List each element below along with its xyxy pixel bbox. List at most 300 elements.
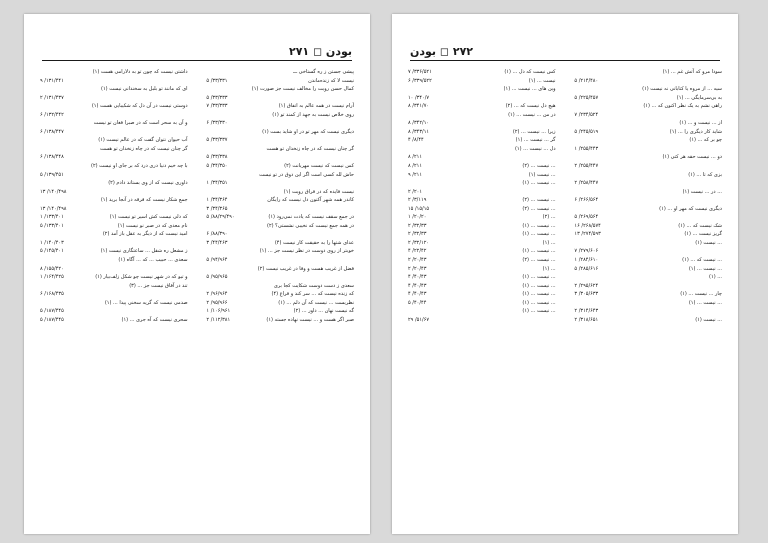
entry-reference: ۵ /۳۳/۳۳۳	[206, 94, 228, 101]
entry-text: ای که مانند تو بلبل به سخندانی نیست (۱)	[101, 86, 188, 93]
entry-text: جمع شکار نیست که فرقه در آنجا برید (۱)	[100, 197, 188, 204]
entry-text: ... (۱)	[542, 239, 556, 246]
entry-line	[40, 247, 188, 256]
entry-text: در همه جمع نیست که نخیبی نشستی؟ (۲)	[267, 222, 354, 229]
entry-text: و آن به سحر است که در صبرا فغان تو نیست	[93, 120, 188, 127]
entry-line	[40, 179, 188, 188]
entry-reference: ۵ /۱۴۵/۴۰۱	[40, 248, 64, 255]
entry-line	[206, 299, 354, 308]
entry-reference	[574, 171, 578, 180]
entry-text: امید نیست که از دیگر به عقل باز آمد (۲)	[102, 231, 188, 238]
entry-line	[206, 68, 354, 77]
page-header	[410, 44, 720, 61]
entry-reference: ۱۶ /۲۶۸/۵۷۴	[574, 222, 601, 229]
entry-text: نیست فایده که در فراق رویت (۱)	[283, 188, 354, 195]
entry-line	[206, 205, 354, 214]
entry-text: عدای شتها را به حقیقت کار نیست (۴)	[274, 239, 354, 246]
entry-reference	[206, 68, 210, 77]
entry-reference: ۷ /۳۳/۳۳۳	[206, 103, 228, 110]
entry-reference: ۶ /۳۳۹/۵۲۲	[408, 77, 432, 84]
entry-line	[408, 299, 556, 308]
entry-line	[206, 265, 354, 274]
entry-text: فضل از غریب هست و وفا در غریب نیست (۲)	[257, 265, 354, 272]
entry-reference	[408, 111, 412, 120]
entry-text: صبر اگر هست و ... نیست نهاده جسته (۱)	[266, 316, 354, 323]
entry-line	[408, 94, 556, 103]
entry-reference	[574, 239, 578, 248]
entry-line	[408, 128, 556, 137]
entry-line	[206, 128, 354, 137]
entry-text: کاندر همه شهر آکنون دل نیست که رایگان	[267, 197, 354, 204]
entry-line	[408, 153, 556, 162]
entry-text: ... نیست ... (۲)	[522, 163, 556, 170]
entry-text: صدمی نیست که گریه سخنی پیدا ... (۱)	[104, 299, 188, 306]
entry-line	[574, 265, 722, 274]
entry-line	[40, 230, 188, 239]
entry-reference	[40, 119, 44, 128]
entry-reference: ۲ /۲۰۱	[408, 188, 423, 195]
entry-line	[206, 94, 354, 103]
entry-reference: ۳ /۳۰۵/۶۳۳	[574, 291, 599, 298]
entry-reference: ۸ /۳۴۳/۱۱	[408, 128, 430, 135]
entry-reference: ۴ /۲۲/۴۲	[408, 248, 427, 255]
entry-reference: ۱۳ /۱۴۰/۴۹۸	[40, 188, 67, 195]
entry-line	[40, 256, 188, 265]
entry-line	[574, 222, 722, 231]
column-left	[40, 68, 188, 516]
entry-reference: ۷ /۲۳۴/۵۲۴	[574, 111, 599, 118]
entry-reference	[40, 256, 44, 265]
entry-line	[40, 171, 188, 180]
entry-line	[40, 222, 188, 231]
entry-reference: ۱ /۱۴۰/۴۰۳	[40, 239, 64, 246]
entry-text: ... نیست که ... (۱)	[682, 257, 722, 264]
page-header	[42, 44, 352, 61]
entry-text: چار ... نیست ... (۱)	[680, 291, 722, 298]
entry-reference: ۱ /۲۰/۲۰	[408, 214, 427, 221]
entry-reference: ۶ /۸۸/۳۹۰	[206, 231, 228, 238]
entry-text: شاید کار دیگری را ... (۱)	[669, 128, 722, 135]
entry-text: تند در آفاق نیست جز ... (۳)	[129, 282, 188, 289]
entry-reference	[40, 282, 44, 291]
entry-line	[408, 196, 556, 205]
entry-text: خوبتر از روی دوست در نظر نیست جز ... (۱)	[259, 248, 354, 255]
entry-text: ... نیست ... (۱)	[522, 291, 556, 298]
entry-reference: ۲ /۲۰/۴۳	[408, 257, 427, 264]
entry-line	[206, 85, 354, 94]
entry-line	[408, 273, 556, 282]
entry-text: گر ... نیست ... (۱)	[515, 137, 556, 144]
entry-text: نظربست ... نیست که آن دلم ... (۱)	[278, 299, 354, 306]
entry-line	[206, 256, 354, 265]
entry-text: داشتن نیست که چون تو به دلارامی هست (۱)	[92, 69, 188, 75]
entry-reference	[40, 230, 44, 239]
entry-line	[408, 68, 556, 77]
entry-text: ... نیست ... (۱)	[522, 231, 556, 238]
entry-columns	[408, 68, 722, 516]
entry-reference: ۶ /۱۶۸/۴۳۵	[40, 291, 64, 298]
entry-reference: ۱۳ /۲۷۴/۵۹۳	[574, 231, 601, 238]
entry-reference: ۶ /۲۶۶/۵۶۴	[574, 197, 599, 204]
entry-text: با چه خیم دنیا دری درد که بر جای او نیست (۲)	[91, 163, 188, 170]
entry-line	[206, 102, 354, 111]
entry-line	[40, 205, 188, 214]
entry-line	[408, 188, 556, 197]
entry-reference: ۱ /۲۸۴/۶۱۰	[574, 257, 599, 264]
entry-line	[574, 179, 722, 188]
entry-text: سودا مرو که آتش غم ... (۱)	[662, 69, 722, 75]
entry-reference	[574, 102, 578, 111]
entry-reference	[40, 162, 44, 171]
entry-line	[574, 290, 722, 299]
entry-reference	[206, 171, 210, 180]
entry-reference: ۸ /۳۴۲/۱۰	[408, 120, 430, 127]
entry-line	[408, 119, 556, 128]
entry-reference: ۲ /۳۲/۱۲۰	[408, 239, 430, 246]
entry-text: سیه ... از مروه یا کتابانی نه نیست (۱)	[642, 86, 722, 93]
entry-reference: ۵ /۲۲۵/۴۵۷	[574, 94, 599, 101]
entry-text: ز مشعل ره شقل ... ساعتگاری نیست (۱)	[100, 248, 188, 255]
entry-text: ... نیست (۱)	[695, 316, 722, 323]
entry-reference: ۵ /۱۳۳/۴۰۱	[40, 222, 64, 229]
entry-text: نیست ... (۱)	[528, 77, 556, 84]
entry-reference: ۵ /۱۸۷/۴۴۵	[40, 308, 64, 315]
entry-text: ... نیست (۱)	[528, 171, 556, 178]
entry-line	[408, 265, 556, 274]
entry-text: که دلی نیست کش اسیر تو نیست (۱)	[109, 214, 188, 221]
entry-reference: ۷ /۲۷۹/۶۰۶	[574, 248, 599, 255]
entry-text: ... (۲)	[542, 214, 556, 221]
entry-text: ... نیست ... (۱)	[522, 282, 556, 289]
entry-reference: ۸ /۲۱۱	[408, 154, 423, 161]
entry-line	[408, 290, 556, 299]
entry-line	[206, 136, 354, 145]
entry-line	[40, 94, 188, 103]
entry-text: ... در ... نیست (۱)	[682, 188, 722, 195]
entry-text: سعدی ... حبیب ... که ... آگاه (۱)	[118, 257, 188, 264]
entry-text: ... نیست ... (۱)	[522, 248, 556, 255]
entry-line	[206, 171, 354, 180]
entry-reference: ۵ /۸۸/۲۹/۴۹۰	[206, 214, 235, 221]
entry-line	[408, 145, 556, 154]
entry-line	[40, 290, 188, 299]
entry-reference	[40, 299, 44, 308]
entry-line	[40, 213, 188, 222]
entry-line	[408, 162, 556, 171]
entry-text: ... نیست ... (۱)	[522, 180, 556, 187]
entry-text: پیشی جستن ز ره گستاخی ـــ	[292, 69, 354, 75]
entry-reference: ۵ /۲۸۵/۶۱۶	[574, 265, 599, 272]
entry-line	[574, 205, 722, 214]
entry-text: دیگری نیست که مهر او ... (۱)	[659, 205, 722, 212]
entry-reference: ۶ /۱۳۲/۴۴۲	[40, 111, 64, 118]
entry-columns	[40, 68, 354, 516]
entry-reference	[574, 205, 578, 214]
entry-line	[40, 111, 188, 120]
entry-reference: ۹ /۱۳۱/۴۴۱	[40, 77, 64, 84]
entry-reference: ۴ /۴۰/۴۳	[408, 291, 427, 298]
column-left	[408, 68, 556, 516]
entry-line	[206, 188, 354, 197]
entry-reference: ۲ /۳۱۴/۶۴۳	[574, 308, 599, 315]
column-right	[574, 68, 722, 516]
entry-text: کس نیست که نیست مهربانت (۲)	[284, 163, 354, 170]
entry-reference: ۵ /۳۳/۳۳۱	[206, 77, 228, 84]
entry-text: در من ... نیست ... (۱)	[508, 111, 556, 118]
entry-text: گر چنان نیست که در چاه زنخدان تو هست	[100, 145, 188, 152]
entry-reference: ۲ /۲۵۵/۴۴۷	[574, 163, 599, 170]
entry-reference	[40, 179, 44, 188]
entry-reference: ۵ /۲۴۵/۵۱۹	[574, 128, 599, 135]
entry-line	[574, 307, 722, 316]
entry-reference: ۷ /۳۳۶/۵۲۱	[408, 69, 432, 75]
entry-text: گریز نیست ... (۱)	[684, 231, 722, 238]
entry-line	[574, 188, 722, 197]
entry-reference: ۵ /۲۶۹/۵۶۴	[574, 214, 599, 221]
entry-line	[574, 230, 722, 239]
entry-line	[574, 239, 722, 248]
entry-text: راهی نشم به یک نظر اکنون که ... (۱)	[643, 103, 722, 110]
entry-reference	[206, 282, 210, 291]
entry-reference: ۵ /۲۱۴/۴۸۰	[574, 77, 599, 84]
entry-line	[408, 111, 556, 120]
entry-reference	[206, 85, 210, 94]
entry-line	[40, 68, 188, 77]
entry-text: کمال حسن رویت را مخالف نیست جز صورت (۱)	[251, 86, 354, 93]
entry-line	[206, 213, 354, 222]
entry-reference: ۵ /۳۴/۳۵۰	[206, 163, 228, 170]
entry-text: ... نیست ... (۱)	[522, 274, 556, 281]
entry-line	[40, 145, 188, 154]
entry-reference: ۴ /۸/۴۴	[408, 137, 424, 144]
entry-reference	[206, 265, 210, 274]
entry-line	[408, 102, 556, 111]
entry-line	[40, 77, 188, 86]
entry-line	[206, 119, 354, 128]
entry-text: در جمع سقف نیست که یادت نمی‌رود (۱)	[268, 214, 354, 221]
entry-reference: ۲ /۹۶/۹۶۴	[206, 291, 228, 298]
entry-line	[408, 230, 556, 239]
entry-text: گر چنان نیست که در چاه زنخدان تو هست	[266, 145, 354, 152]
entry-text: ... (۱)	[709, 274, 722, 281]
entry-reference: ۱۰ /۳۴۰/۷	[408, 94, 430, 101]
entry-reference: ۲ /۱۳۱/۴۳۷	[40, 94, 64, 101]
entry-line	[408, 171, 556, 180]
entry-line	[206, 222, 354, 231]
entry-text: ... نیست ... (۱)	[688, 265, 722, 272]
entry-line	[574, 102, 722, 111]
entry-reference: ۲ /۳۲/۳۳	[408, 222, 427, 229]
entry-line	[408, 256, 556, 265]
entry-reference: ۸ /۲۱۱	[408, 163, 423, 170]
entry-text: به بی‌سرمایگی ... (۱)	[676, 94, 722, 101]
entry-line	[574, 68, 722, 77]
entry-line	[574, 299, 722, 308]
entry-reference: ۱ /۳۴/۳۶۴	[206, 197, 228, 204]
entry-reference	[408, 85, 412, 94]
entry-line	[40, 102, 188, 111]
entry-text: ... نیست (۱)	[695, 239, 722, 246]
entry-line	[408, 239, 556, 248]
entry-text: روی خلاص نیست به جهد از کمند تو (۱)	[272, 111, 354, 118]
entry-line	[206, 273, 354, 282]
entry-reference	[574, 273, 578, 282]
entry-text: ... نیست ... (۱)	[522, 299, 556, 306]
entry-reference: ۱ /۱۶۴/۴۲۵	[40, 274, 64, 281]
entry-line	[574, 77, 722, 86]
entry-reference	[40, 102, 44, 111]
entry-reference: ۱ /۳۴/۳۵۱	[206, 180, 228, 187]
entry-reference: ۲ /۹۵/۹۶۶	[206, 299, 228, 306]
entry-line	[574, 111, 722, 120]
entry-reference: ۲ /۳۲/۳۳	[408, 231, 427, 238]
entry-line	[574, 316, 722, 325]
entry-reference: ۵ /۳۳/۳۳۸	[206, 154, 228, 161]
entry-text: ... (۱)	[542, 265, 556, 272]
entry-line	[574, 153, 722, 162]
entry-text: ... نیست ... (۲)	[522, 257, 556, 264]
entry-reference: ۵ /۳۳/۳۳۷	[206, 137, 228, 144]
entry-reference	[40, 196, 44, 205]
entry-reference: ۴ /۴۰/۴۳	[408, 274, 427, 281]
entry-text: نیست لا که زنده‌ماندن	[308, 77, 354, 84]
entry-text: چو بر که ... (۱)	[689, 137, 722, 144]
entry-line	[574, 273, 722, 282]
entry-line	[40, 299, 188, 308]
entry-text: ... نیست ... (۱)	[522, 308, 556, 315]
entry-line	[206, 307, 354, 316]
entry-reference	[40, 85, 44, 94]
entry-line	[40, 153, 188, 162]
entry-text: از ... نیست و ... (۱)	[679, 120, 722, 127]
entry-line	[206, 196, 354, 205]
right-page	[392, 14, 738, 534]
entry-line	[40, 85, 188, 94]
entry-reference	[574, 68, 578, 77]
entry-line	[574, 119, 722, 128]
entry-reference: ۵ /۹۴/۹۶۴	[206, 257, 228, 264]
entry-line	[206, 153, 354, 162]
entry-text: هیچ دل نیست که ... (۲)	[505, 103, 556, 110]
entry-text: ... نیست ... (۱)	[522, 222, 556, 229]
entry-line	[206, 77, 354, 86]
entry-line	[574, 145, 722, 154]
entry-line	[206, 179, 354, 188]
entry-reference: ۴ /۴۰/۴۳	[408, 282, 427, 289]
entry-reference: ۲ /۳۱۸/۶۵۱	[574, 316, 599, 323]
entry-reference: ۵ /۴۰/۴۴	[408, 299, 427, 306]
entry-reference	[40, 145, 44, 154]
entry-reference: ۸ /۱۵۵/۴۲۰	[40, 265, 64, 272]
entry-line	[574, 247, 722, 256]
entry-line	[574, 196, 722, 205]
entry-reference	[206, 222, 210, 231]
entry-line	[40, 316, 188, 325]
entry-line	[40, 265, 188, 274]
entry-reference: ۱۳ /۱۴۰/۴۹۸	[40, 205, 67, 212]
entry-text: دوستی نیست در آن دل که شکیبایی هست (۱)	[91, 103, 188, 110]
entry-line	[408, 136, 556, 145]
entry-reference: ۱ /۱۰۶/۹۶۱	[206, 308, 231, 315]
entry-text: ... نیست ... (۲)	[522, 197, 556, 204]
entry-line	[40, 162, 188, 171]
entry-line	[40, 128, 188, 137]
entry-line	[206, 290, 354, 299]
entry-reference	[40, 136, 44, 145]
entry-text: کس نیست که دل ... (۱)	[504, 69, 556, 75]
entry-reference: ۱ /۱۳۳/۴۰۱	[40, 214, 64, 221]
entry-line	[574, 256, 722, 265]
entry-text: دل ... نیست ... (۱)	[514, 145, 556, 152]
entry-line	[408, 205, 556, 214]
entry-text: شک نیست که ... (۱)	[678, 222, 722, 229]
entry-reference	[206, 145, 210, 154]
entry-text: گه نیست نهان ... داور ... (۲)	[293, 308, 354, 315]
entry-reference	[574, 299, 578, 308]
entry-line	[206, 111, 354, 120]
entry-line	[206, 239, 354, 248]
entry-line	[408, 307, 556, 316]
entry-line	[206, 247, 354, 256]
entry-reference	[408, 179, 412, 188]
entry-reference: ۵ /۱۳۹/۴۵۱	[40, 171, 64, 178]
page-running-head: بودن ◻ ۲۷۱	[288, 45, 352, 58]
entry-text: ... نیست ... (۲)	[522, 205, 556, 212]
entry-line	[574, 128, 722, 137]
entry-reference: ۵ /۹۵/۹۶۵	[206, 274, 228, 281]
entry-text: حاش لله کسی است اگر این دوق در تو نیست	[259, 171, 354, 178]
entry-reference: ۲۹ /۵۱/۶۷	[408, 316, 430, 323]
entry-reference	[574, 119, 578, 128]
entry-reference	[206, 247, 210, 256]
entry-text: آب حیوان نتوان گفت که در عالم نیست (۱)	[98, 137, 188, 144]
entry-reference	[574, 85, 578, 94]
entry-reference	[574, 188, 578, 197]
entry-line	[408, 77, 556, 86]
entry-line	[40, 136, 188, 145]
entry-line	[40, 119, 188, 128]
entry-text: که زنده نیست که ... سر کند و فراغ (۴)	[271, 291, 354, 298]
entry-reference	[574, 153, 578, 162]
entry-reference: ۵ /۱۸۷/۴۴۵	[40, 316, 64, 323]
entry-reference: ۳ /۳۴/۳۶۵	[206, 205, 228, 212]
entry-line	[40, 188, 188, 197]
page-running-head: ۲۷۲ ◻ بودن	[410, 45, 474, 58]
entry-text: سحری نیست که آه جری ... (۱)	[121, 316, 188, 323]
entry-reference	[408, 145, 412, 154]
entry-reference: ۱ /۲۵۵/۴۴۳	[574, 145, 599, 152]
entry-line	[574, 171, 722, 180]
entry-text: آرام نیست در همه عالم به اتفاق (۱)	[278, 103, 354, 110]
entry-line	[206, 145, 354, 154]
entry-line	[408, 222, 556, 231]
entry-line	[40, 307, 188, 316]
entry-line	[408, 213, 556, 222]
column-right	[206, 68, 354, 516]
entry-reference	[40, 68, 44, 77]
entry-line	[574, 94, 722, 103]
entry-reference: ۲ /۳/۱۱۹	[408, 197, 427, 204]
entry-text: ... نیست ... (۱)	[688, 299, 722, 306]
entry-reference: ۶ /۱۳۸/۴۴۷	[40, 128, 64, 135]
entry-line	[206, 230, 354, 239]
entry-text: داوری نیست که از وی بستاند دادم (۲)	[108, 180, 188, 187]
entry-reference: ۱۵ /۱۵/۱۵	[408, 205, 430, 212]
entry-reference: ۲ /۲۵۸/۴۴۷	[574, 180, 599, 187]
entry-reference: ۳ /۴۴/۴۶۳	[206, 239, 228, 246]
entry-text: و تیو که در شهر نیست چو شکل زلف‌بیار (۱)	[95, 274, 188, 281]
entry-line	[574, 282, 722, 291]
